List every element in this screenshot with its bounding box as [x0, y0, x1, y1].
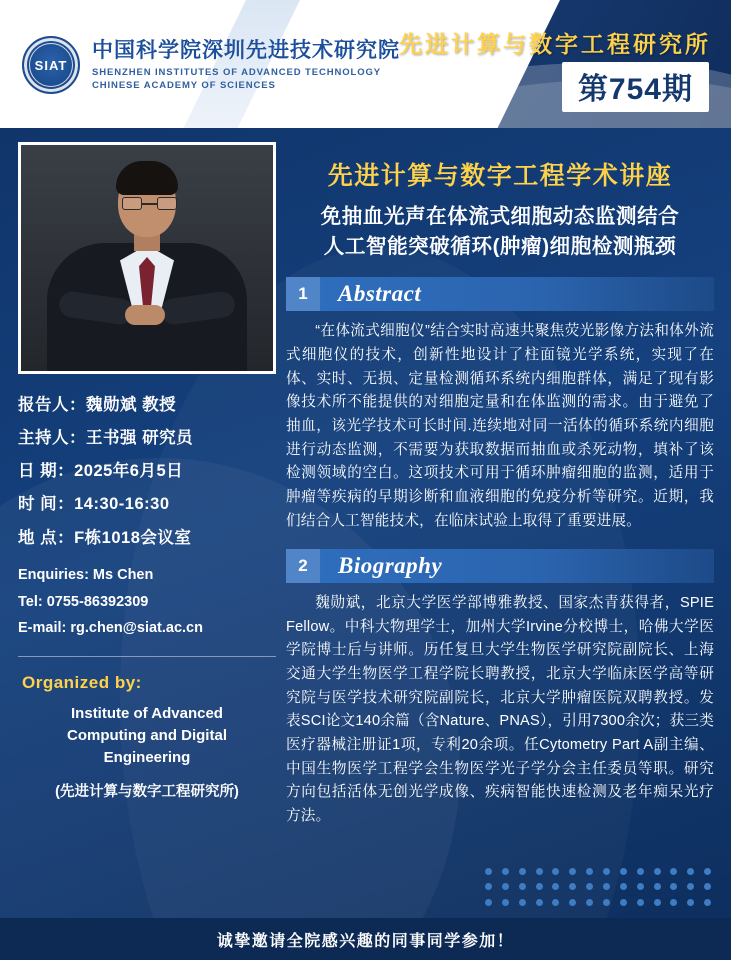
detail-value-host: 王书强 研究员 [86, 429, 194, 448]
poster-body [0, 128, 731, 918]
left-column [18, 142, 276, 801]
institute-name-cn: 先进计算与数字工程研究所 [399, 31, 711, 57]
section-title-abstract: Abstract [338, 281, 422, 307]
section-number-biography: 2 [286, 549, 320, 583]
poster-footer [0, 918, 731, 960]
talk-title-line1: 免抽血光声在体流式细胞动态监测结合 [320, 205, 680, 228]
speaker-photo [18, 142, 276, 374]
detail-value-venue: F栋1018会议室 [74, 528, 192, 547]
institution-name-en-line2: CHINESE ACADEMY OF SCIENCES [92, 79, 276, 91]
series-title: 先进计算与数字工程学术讲座 [327, 162, 673, 190]
talk-details-list [18, 396, 276, 547]
portrait-hair [116, 161, 178, 195]
institution-name-cn: 中国科学院深圳先进技术研究院 [92, 39, 400, 63]
siat-seal-label: SIAT [29, 43, 73, 87]
detail-label-venue: 地 点： [18, 528, 75, 547]
poster-header [0, 0, 731, 128]
contact-email[interactable]: E-mail: rg.chen@siat.ac.cn [18, 620, 203, 637]
organizer-name-cn: (先进计算与数字工程研究所) [55, 784, 239, 801]
section-body-biography: 魏勋斌，北京大学医学部博雅教授、国家杰青获得者，SPIE Fellow。中科大物理学士，加州大学Irvine分校博士，哈佛大学医学院博士后与讲师。历任复旦大学生物医学研究院副院长、上海交通大学生物医学工程学院长聘教授，北京大学临床医学高等研究院与医学技术研究院副院长，北京大学肿瘤医院双聘教授。发表SCI论文140余篇（含Nature、PNAS），引用7300余次；获三类医疗器械注册证1项，专利20余项。任Cytometry Part A副主编、中国生物医学工程学会生物医学光子学分会主任委员等职。研究方向包括活体无创光学成像、疾病智能快速检测及老年痴呆光疗方法。 [286, 595, 714, 824]
detail-value-date: 2025年6月5日 [74, 462, 184, 481]
detail-row-venue [18, 529, 276, 547]
detail-value-time: 14:30-16:30 [74, 495, 170, 514]
talk-title-line2: 人工智能突破循环(肿瘤)细胞检测瓶颈 [323, 234, 677, 258]
portrait-hands [125, 305, 165, 325]
siat-seal-icon [22, 36, 80, 94]
institution-name-en-line1: SHENZHEN INSTITUTES OF ADVANCED TECHNOLOGY [92, 66, 382, 78]
section-header-biography [286, 549, 714, 583]
portrait-glasses-right [157, 197, 177, 210]
organizer-name-en [18, 703, 276, 768]
detail-row-speaker [18, 396, 276, 414]
detail-row-date [18, 462, 276, 480]
right-column [286, 156, 714, 829]
organizer-block [18, 673, 276, 801]
detail-label-host: 主持人： [18, 429, 86, 448]
contact-enquiries: Enquiries: Ms Chen [18, 566, 154, 583]
talk-title [286, 202, 714, 261]
organizer-name-en-line2: Computing and Digital [67, 726, 227, 744]
detail-label-speaker: 报告人： [18, 396, 86, 414]
section-header-abstract [286, 277, 714, 311]
left-column-divider [18, 656, 276, 657]
detail-label-time: 时 间： [18, 495, 75, 514]
section-number-abstract: 1 [286, 277, 320, 311]
section-title-biography: Biography [338, 553, 443, 579]
portrait-glasses-bridge [142, 203, 157, 205]
contact-tel: Tel: 0755-86392309 [18, 593, 149, 610]
detail-value-speaker: 魏勋斌 教授 [86, 396, 177, 414]
dot-pattern-decoration [485, 868, 717, 910]
contact-block [18, 562, 276, 642]
organizer-name-en-line3: Engineering [103, 748, 191, 766]
issue-number-badge: 第754期 [562, 62, 709, 112]
detail-row-time [18, 495, 276, 513]
institution-logo [22, 36, 400, 94]
organizer-name-en-line1: Institute of Advanced [71, 705, 223, 723]
detail-label-date: 日 期： [18, 462, 75, 481]
detail-row-host [18, 429, 276, 447]
institution-name-block [92, 39, 400, 90]
section-body-abstract: “在体流式细胞仪”结合实时高速共聚焦荧光影像方法和体外流式细胞仪的技术，创新性地设计了柱面镜光学系统，实现了在体、实时、无损、定量检测循环系统内细胞群体，满足了现有影像技术所不能提供的对细胞定量和在体监测的需求。由于避免了抽血，该光学技术可长时间.连续地对同一活体的循环系统内细胞进行动态监测，不需要为获取数据而抽血或杀死动物，填补了该检测领域的空白。这项技术可用于循环肿瘤细胞的监测，适用于肿瘤等疾病的早期诊断和血液细胞的免疫分析等研究。近期，我们结合人工智能技术，在临床试验上取得了重要进展。 [286, 323, 714, 529]
organizer-title: Organized by: [22, 673, 142, 693]
portrait-glasses-left [122, 197, 142, 210]
footer-invitation-text: 诚挚邀请全院感兴趣的同事同学参加！ [216, 932, 515, 950]
